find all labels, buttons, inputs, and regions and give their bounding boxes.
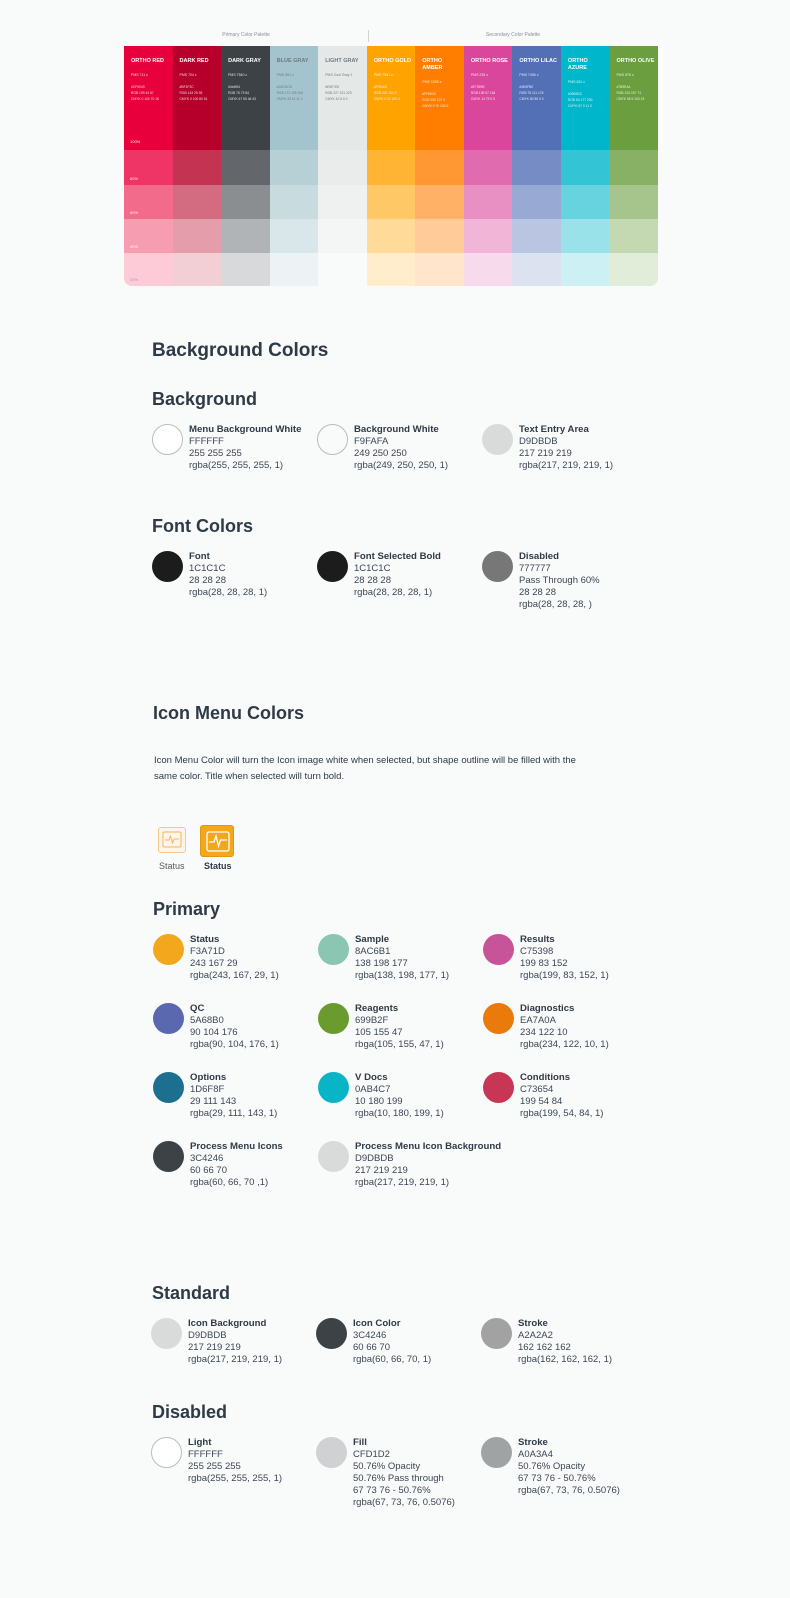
palette-tint-swatch [415,253,464,286]
status-label: Status [159,861,185,871]
swatch-name: QC [190,1003,205,1014]
swatch-value: rbga(105, 155, 47, 1) [355,1039,444,1050]
swatch-details [354,551,489,599]
swatch-value: rgba(255, 255, 255, 1) [188,1473,283,1484]
color-dot [481,1437,512,1468]
swatch-name: V Docs [355,1072,388,1083]
swatch-value: A2A2A2 [518,1330,553,1341]
palette-tint-swatch [367,185,416,219]
swatch-value: D9DBDB [519,436,558,447]
palette-main-swatch [173,46,222,150]
swatch-name: Font [189,551,210,562]
swatch-details [188,1437,323,1485]
palette-pms: PMS 711 c [131,73,148,77]
color-dot [318,1141,349,1172]
palette-column [561,46,610,286]
color-dot [153,934,184,965]
palette-pms: PMS Cool Gray 1 [325,73,353,77]
swatch-details [355,1141,502,1189]
secondary-palette-header: Secondary Color Palette [485,32,541,38]
status-label-selected: Status [204,861,232,871]
palette-codes: #CF0043 RGB 199 44 67 CMYK 0 100 70 15 [131,85,159,101]
palette-tint-swatch [561,150,610,185]
palette-column [221,46,270,286]
palette-tint-swatch [270,219,319,253]
palette-color-name: ORTHO LILAC [519,58,557,64]
swatch-details [520,1003,655,1051]
swatch-name: Stroke [518,1437,548,1448]
palette-tint-swatch [270,150,319,185]
palette-column [609,46,658,286]
swatch-value: rgba(60, 66, 70 ,1) [190,1177,269,1188]
palette-color-name: ORTHO RED [131,58,164,64]
palette-column [318,46,367,286]
swatch-value: 90 104 176 [190,1027,238,1038]
palette-color-name: ORTHO ROSE [470,58,508,64]
swatch-name: Light [188,1437,212,1448]
palette-column [270,46,319,286]
palette-tint-swatch [609,185,658,219]
palette-pms: PMS 576 c [616,73,634,77]
palette-tint-swatch [124,253,173,286]
swatch-name: Icon Background [188,1318,267,1329]
swatch-name: Process Menu Icon Background [355,1141,502,1152]
swatch-value: D9DBDB [355,1153,394,1164]
palette-main-swatch [270,46,319,150]
swatch-value: 67 73 76 - 50.76% [353,1485,431,1496]
swatch-details [355,1072,490,1120]
palette-tint-swatch [173,185,222,219]
swatch-value: rgba(138, 198, 177, 1) [355,970,450,981]
color-dot [151,1318,182,1349]
swatch-value: 217 219 219 [519,448,572,459]
swatch-value: 249 250 250 [354,448,407,459]
swatch-value: rgba(249, 250, 250, 1) [354,460,449,471]
palette-tint-swatch [415,185,464,219]
palette-tint-swatch [415,219,464,253]
swatch-details [518,1437,653,1497]
swatch-details [353,1318,488,1366]
swatch-value: FFFFFF [188,1449,223,1460]
swatch-value: 67 73 76 - 50.76% [518,1473,596,1484]
swatch-name: Text Entry Area [519,424,589,435]
swatch-name: Icon Color [353,1318,401,1329]
tint-label: 60% [130,210,139,215]
palette-pms: PMS 1585 c [422,80,442,84]
swatch-details [353,1437,488,1509]
color-dot [318,934,349,965]
swatch-value: 105 155 47 [355,1027,403,1038]
swatch-name: Stroke [518,1318,548,1329]
palette-tint-swatch [318,150,367,185]
color-dot [482,551,513,582]
swatch-name: Sample [355,934,390,945]
tint-label: 40% [130,244,139,249]
swatch-value: 60 66 70 [353,1342,390,1353]
swatch-value: FFFFFF [189,436,224,447]
palette-tint-swatch [512,253,561,286]
swatch-name: Process Menu Icons [190,1141,283,1152]
tint-label: 80% [130,176,139,181]
palette-headers [124,28,658,44]
palette-tint-swatch [561,253,610,286]
palette-tint-swatch [124,150,173,185]
swatch-value: 255 255 255 [189,448,242,459]
palette-codes: #FF6E00 RGB 255 107 0 CMYK 0 70 100 0 [422,92,449,108]
swatch-value: rgba(29, 111, 143, 1) [190,1108,278,1119]
palette-codes: #E7399B RGB 199 57 164 CMYK 14 79 0 0 [470,85,496,101]
swatch-value: rgba(162, 162, 162, 1) [518,1354,613,1365]
icon-menu-description: Icon Menu Color will turn the Icon image white when selected, but shape outline will be filled with the same color. Title when selected will turn bold. [154,755,576,782]
pulse-icon [159,828,185,852]
swatch-value: F3A71D [190,946,225,957]
palette-tint-swatch [221,253,270,286]
palette-grid [124,46,658,286]
palette-color-name: BLUE GRAY [276,58,309,64]
swatch-details [190,934,325,982]
swatch-value: 50.76% Opacity [518,1461,586,1472]
pulse-icon [201,826,235,858]
swatch-details [189,424,324,472]
swatch-name: Conditions [520,1072,571,1083]
palette-main-swatch [609,46,658,150]
swatch-value: Pass Through 60% [519,575,600,586]
swatch-details [518,1318,653,1366]
palette-codes: #ADC8CB RGB 172 195 206 CMYK 33 14 11 0 [276,85,304,101]
icon-menu-colors-title: Icon Menu Colors [153,703,305,723]
palette-color-name: ORTHO OLIVE [616,58,655,64]
swatch-value: rgba(217, 219, 219, 1) [188,1354,283,1365]
swatch-value: rgba(234, 122, 10, 1) [520,1039,609,1050]
palette-main-swatch [367,46,416,150]
swatch-value: rgba(60, 66, 70, 1) [353,1354,432,1365]
palette-main-swatch [415,46,464,150]
swatch-value: 3C4246 [190,1153,224,1164]
primary-palette-header: Primary Color Palette [222,32,270,38]
swatch-value: F9FAFA [354,436,389,447]
swatch-value: 50.76% Opacity [353,1461,421,1472]
tint-label: 100% [130,139,141,144]
palette-codes: #BF1F2C RGB 143 25 35 CMYK 0 100 80 51 [179,85,208,101]
color-dot [151,1437,182,1468]
palette-tint-swatch [512,219,561,253]
palette-main-swatch [561,46,610,150]
color-dot [483,934,514,965]
swatch-value: rgba(217, 219, 219, 1) [355,1177,450,1188]
swatch-value: 699B2F [355,1015,389,1026]
swatch-value: rgba(217, 219, 219, 1) [519,460,614,471]
swatch-details [355,934,490,982]
palette-tint-swatch [221,150,270,185]
palette-main-swatch [318,46,367,150]
swatch-value: 199 83 152 [520,958,568,969]
palette-color-name: DARK GRAY [228,58,261,64]
swatch-value: rgba(67, 73, 76, 0.5076) [518,1485,620,1496]
color-dot [153,1003,184,1034]
palette-tint-swatch [512,185,561,219]
swatch-name: Results [520,934,555,945]
palette-tint-swatch [367,150,416,185]
status-icon-demo [156,825,246,875]
primary-section-title: Primary [153,899,221,919]
palette-main-swatch [124,46,173,150]
palette-tint-swatch [609,219,658,253]
palette-pms: PMS 7551 c [373,73,393,77]
palette-color-name: ORTHO AMBER [422,58,443,71]
swatch-value: 199 54 84 [520,1096,563,1107]
palette-column [512,46,561,286]
swatch-value: D9DBDB [188,1330,227,1341]
palette-tint-swatch [609,253,658,286]
swatch-value: 234 122 10 [520,1027,568,1038]
palette-column [464,46,513,286]
color-dot [152,551,183,582]
palette-color-name: LIGHT GRAY [325,58,359,64]
palette-tint-swatch [609,150,658,185]
color-dot [316,1437,347,1468]
color-dot [153,1072,184,1103]
palette-pms: PMS 7455 c [519,73,539,77]
color-dot [482,424,513,455]
swatch-value: 8AC6B1 [355,946,391,957]
swatch-value: 0AB4C7 [355,1084,391,1095]
font-colors-title: Font Colors [152,516,253,536]
disabled-section-title: Disabled [152,1402,228,1422]
swatch-details [519,551,654,611]
palette-color-name: ORTHO AZURE [567,58,588,71]
palette-codes: #00B5D0 RGB 60 177 200 CMYK 67 0 11 0 [567,92,593,108]
swatch-value: 28 28 28 [519,587,556,598]
palette-codes: #7B9E4A RGB 120 157 74 CMYK 56 6 100 15 [616,85,645,101]
palette-tint-swatch [464,219,513,253]
swatch-value: rgba(90, 104, 176, 1) [190,1039,279,1050]
swatch-value: 5A68B0 [190,1015,224,1026]
color-dot [316,1318,347,1349]
swatch-value: 1C1C1C [189,563,226,574]
palette-tint-swatch [221,219,270,253]
swatch-value: 243 167 29 [190,958,238,969]
palette-tint-swatch [464,150,513,185]
palette-tint-swatch [173,219,222,253]
swatch-value: rgba(28, 28, 28, 1) [354,587,433,598]
palette-codes: #E5E7E6 RGB 227 231 229 CMYK 10 5 6 0 [325,85,352,101]
color-palette [124,28,658,288]
swatch-name: Status [190,934,220,945]
swatch-value: 217 219 219 [188,1342,241,1353]
swatch-value: rgba(67, 73, 76, 0.5076) [353,1497,455,1508]
palette-column [173,46,222,286]
palette-tint-swatch [173,253,222,286]
palette-codes: #4b4f54 RGB 75 79 84 CMYK 67 55 46 43 [228,85,256,101]
swatch-value: 1C1C1C [354,563,391,574]
swatch-value: EA7A0A [520,1015,556,1026]
swatch-name: Options [190,1072,227,1083]
palette-main-swatch [221,46,270,150]
palette-tint-swatch [367,219,416,253]
palette-main-swatch [512,46,561,150]
color-dot [481,1318,512,1349]
palette-tint-swatch [270,185,319,219]
swatch-value: A0A3A4 [518,1449,553,1460]
swatch-value: 28 28 28 [189,575,226,586]
swatch-value: 29 111 143 [190,1096,237,1107]
swatch-value: 255 255 255 [188,1461,241,1472]
color-dot [317,424,348,455]
palette-tint-swatch [173,150,222,185]
swatch-name: Disabled [519,551,559,562]
palette-tint-swatch [464,253,513,286]
palette-tint-swatch [318,219,367,253]
palette-pms: PMS 7540 c [228,73,248,77]
palette-column [415,46,464,286]
palette-tint-swatch [318,185,367,219]
color-dot [483,1072,514,1103]
palette-pms: PMS 551 c [276,73,294,77]
swatch-details [519,424,654,472]
palette-pms: PMS 239 c [470,73,488,77]
swatch-name: Reagents [355,1003,399,1014]
swatch-name: Background White [354,424,439,435]
swatch-details [355,1003,490,1051]
swatch-name: Menu Background White [189,424,302,435]
swatch-value: 162 162 162 [518,1342,571,1353]
swatch-value: CFD1D2 [353,1449,390,1460]
swatch-value: 217 219 219 [355,1165,408,1176]
swatch-value: rgba(255, 255, 255, 1) [189,460,284,471]
swatch-value: 777777 [519,563,551,574]
color-dot [483,1003,514,1034]
palette-column [367,46,416,286]
palette-main-swatch [464,46,513,150]
swatch-details [188,1318,323,1366]
background-section-title: Background [152,389,258,409]
palette-pms: PMS 704 c [179,73,197,77]
swatch-details [520,934,655,982]
swatch-value: C75398 [520,946,554,957]
swatch-value: rgba(10, 180, 199, 1) [355,1108,444,1119]
swatch-value: 28 28 28 [354,575,391,586]
swatch-value: rgba(28, 28, 28, ) [519,599,592,610]
swatch-details [354,424,489,472]
swatch-value: rgba(28, 28, 28, 1) [189,587,268,598]
swatch-details [190,1141,325,1189]
color-dot [318,1072,349,1103]
swatch-value: rgba(199, 83, 152, 1) [520,970,609,981]
swatch-name: Fill [353,1437,367,1448]
palette-color-name: DARK RED [179,58,209,64]
swatch-details [190,1003,325,1051]
status-icon-unselected[interactable] [158,827,186,853]
palette-color-name: ORTHO GOLD [373,58,412,64]
swatch-value: 60 66 70 [190,1165,227,1176]
palette-tint-swatch [124,219,173,253]
swatch-value: 3C4246 [353,1330,387,1341]
swatch-value: 10 180 199 [355,1096,403,1107]
palette-column [124,46,173,286]
color-dot [152,424,183,455]
palette-pms: PMS 631 c [567,80,586,84]
swatch-details [520,1072,655,1120]
background-colors-title: Background Colors [152,340,329,361]
tint-label: 20% [130,277,139,282]
palette-tint-swatch [270,253,319,286]
swatch-value: rgba(243, 167, 29, 1) [190,970,279,981]
swatch-value: 1D6F8F [190,1084,225,1095]
palette-tint-swatch [124,185,173,219]
swatch-value: 138 198 177 [355,958,408,969]
swatch-value: 50.76% Pass through [353,1473,444,1484]
swatch-name: Font Selected Bold [354,551,441,562]
palette-tint-swatch [464,185,513,219]
color-dot [318,1003,349,1034]
swatch-details [190,1072,325,1120]
palette-tint-swatch [512,150,561,185]
palette-tint-swatch [221,185,270,219]
color-dot [153,1141,184,1172]
swatch-value: rgba(199, 54, 84, 1) [520,1108,604,1119]
swatch-value: C73654 [520,1084,554,1095]
palette-tint-swatch [561,185,610,219]
swatch-name: Diagnostics [520,1003,575,1014]
swatch-details [189,551,324,599]
color-dot [317,551,348,582]
status-icon-selected[interactable] [200,825,234,857]
palette-tint-swatch [561,219,610,253]
palette-codes: #FFA000 RGB 252 162 0 CMYK 0 32 100 0 [373,85,400,101]
palette-codes: #4E6FB0 RGB 78 111 176 CMYK 80 56 0 0 [519,85,544,101]
standard-section-title: Standard [152,1283,231,1303]
palette-tint-swatch [367,253,416,286]
palette-tint-swatch [318,253,367,286]
palette-tint-swatch [415,150,464,185]
